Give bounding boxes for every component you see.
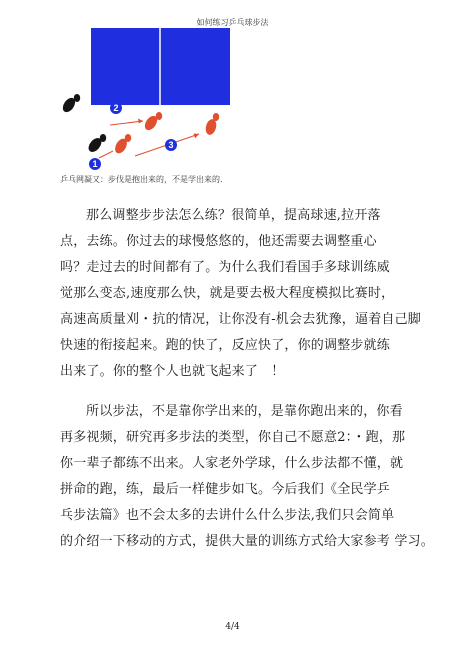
paragraph-line: 高速高质量刈・抗的情况，让你没有-机会去犹豫，逼着自己脚 (60, 312, 421, 327)
paragraph-line: 拼命的跑，练，最后一样健步如飞。今后我们《全民学乒 (60, 482, 391, 497)
footprint-black-mid (86, 134, 106, 154)
marker-2-label: 2 (113, 103, 119, 114)
paragraph-line: 再多视频，研究再多步法的类型，你自己不愿意2：・跑，那 (60, 430, 406, 445)
paragraph-2 (60, 399, 434, 555)
paragraph-line: 快速的衔接起来。跑的快了，反应快了，你的调整步就练 (60, 338, 391, 353)
footprint-red-left (113, 134, 132, 155)
paragraph-line: 你一辈子都练不出来。人家老外学球，什么步法都不懂，就 (60, 456, 404, 471)
footprint-red-top (142, 112, 162, 132)
paragraph-line: 的介绍一下移动的方式，提供大量的训练方式给大家参考 学习。 (60, 534, 434, 549)
paragraph-line: 点，去练。你过去的球慢悠悠的，他还需要去调整重心 (60, 234, 377, 249)
paragraph-spacer (60, 385, 420, 399)
paragraph-line: 吗？走过去的时间都有了。为什么我们看国手多球训练威 (60, 260, 391, 275)
arrow-2 (110, 121, 143, 125)
figure-caption: 乒乓网凝又：步伐是抱出来的，不是学出来的. (60, 175, 223, 184)
article-body (60, 203, 434, 555)
page-header: 如何练习乒乓球步法 (196, 18, 269, 27)
paragraph-line: 所以步法，不是靠你学出来的，是靠你跑出来的，你看 (86, 404, 403, 419)
marker-1 (89, 158, 101, 170)
paragraph-line: 那么调整步步法怎么练？很简单，提高球速,拉开落 (86, 208, 381, 223)
paragraph-1 (60, 203, 420, 385)
paragraph-line: 乓步法篇》也不会太多的去讲什么什么步法,我们只会简单 (60, 508, 395, 523)
footwork-diagram (55, 28, 245, 173)
page-number: 4/4 (225, 622, 240, 632)
marker-2 (110, 102, 122, 114)
marker-3 (165, 139, 177, 151)
footprint-black-top (60, 94, 80, 114)
marker-1-label: 1 (92, 159, 98, 170)
footprint-red-right (204, 113, 219, 136)
arrow-1 (99, 151, 113, 158)
arrow-2-head (138, 119, 143, 124)
paragraph-line: 出来了。你的整个人也就飞起来了 ！ (60, 364, 285, 379)
marker-3-label: 3 (168, 140, 174, 151)
paragraph-line: 觉那么变态,速度那么快，就是要去极大程度模拟比赛时， (60, 286, 395, 301)
